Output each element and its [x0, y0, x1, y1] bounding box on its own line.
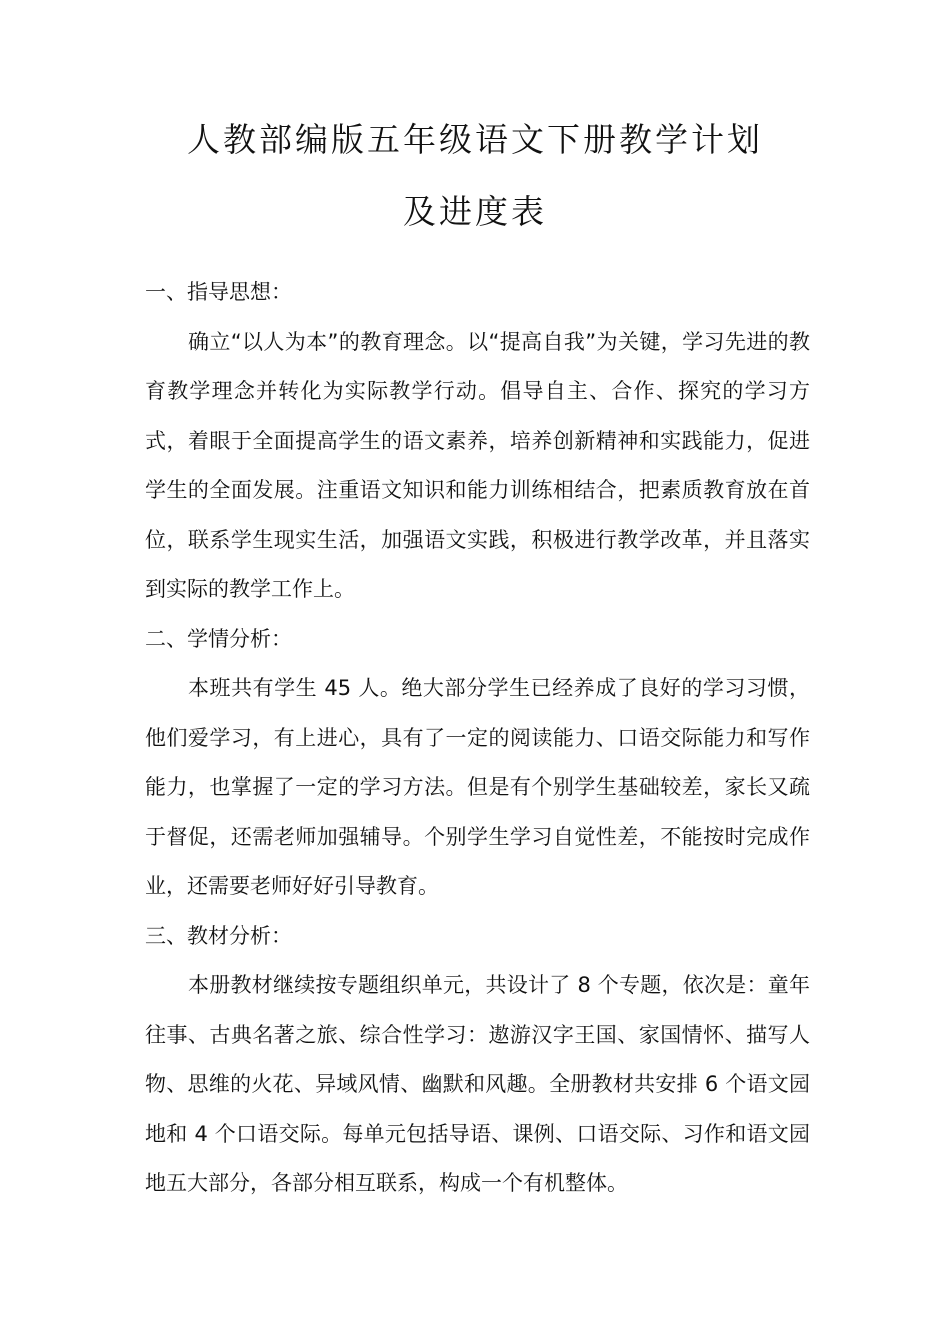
- section-student-analysis: [145, 615, 810, 912]
- document-body: [145, 268, 810, 1209]
- section-heading: 二、学情分析：: [145, 626, 292, 651]
- section-textbook-analysis: [145, 912, 810, 1209]
- section-heading: 一、指导思想：: [145, 280, 292, 304]
- document-title-line-1: 人教部编版五年级语文下册教学计划: [187, 120, 763, 159]
- section-paragraph: 本班共有学生 45 人。绝大部分学生已经养成了良好的学习习惯，他们爱学习，有上进心，具有了一定的阅读能力、口语交际能力和写作能力，也掌握了一定的学习方法。但是有个别学生基础较差，家长又疏于督促，还需老师加强辅导。个别学生学习自觉性差，不能按时完成作业，还需要老师好好引导教育。: [145, 676, 810, 898]
- section-paragraph: 确立“以人为本”的教育理念。以“提高自我”为关键，学习先进的教育教学理念并转化为实际教学行动。倡导自主、合作、探究的学习方式，着眼于全面提高学生的语文素养，培养创新精神和实践能力，促进学生的全面发展。注重语文知识和能力训练相结合，把素质教育放在首位，联系学生现实生活，加强语文实践，积极进行教学改革，并且落实到实际的教学工作上。: [145, 329, 810, 601]
- document-title-line-2: 及进度表: [403, 192, 547, 231]
- section-paragraph: 本册教材继续按专题组织单元，共设计了 8 个专题，依次是：童年往事、古典名著之旅、综合性学习：遨游汉字王国、家国情怀、描写人物、思维的火花、异域风情、幽默和风趣。全册教材共安排 6 个语文园地和 4 个口语交际。每单元包括导语、课例、口语交际、习作和语文园地五大部分，各部分相互联系，构成一个有机整体。: [145, 973, 810, 1195]
- section-heading: 三、教材分析：: [145, 923, 292, 948]
- section-guiding-ideology: [145, 268, 810, 615]
